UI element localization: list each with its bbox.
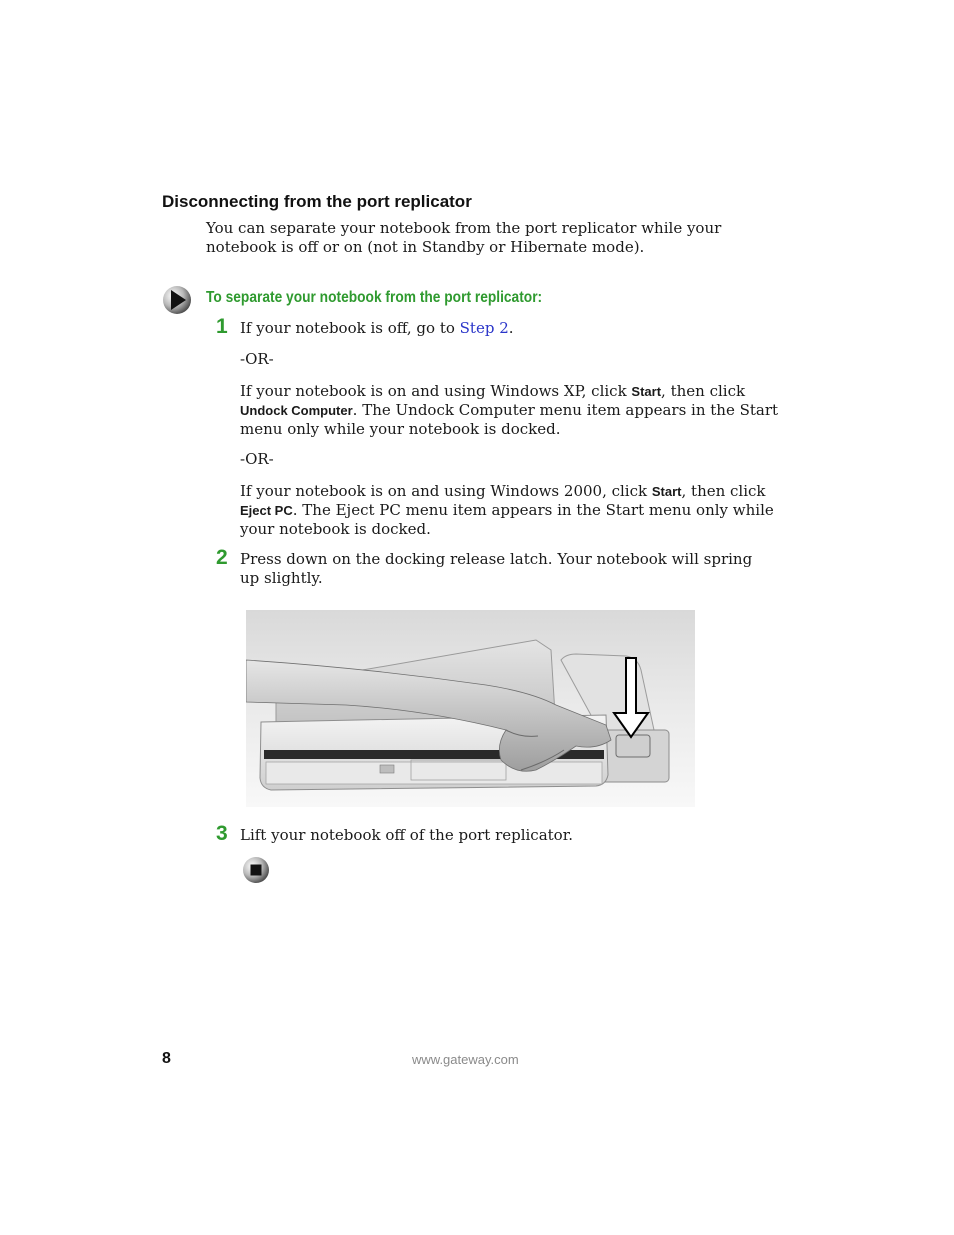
- step-number-2: 2: [216, 546, 228, 569]
- xp-text: If your notebook is on and using Windows XP, click: [240, 382, 632, 400]
- footer-url[interactable]: www.gateway.com: [412, 1052, 519, 1067]
- xp-text-mid: , then click: [661, 382, 746, 400]
- play-arrow-icon: [162, 285, 192, 315]
- docking-latch-photo: [246, 610, 695, 807]
- or-separator-2: -OR-: [240, 450, 274, 468]
- step-1-windows-2000: [240, 482, 780, 539]
- xp-text-end: . The Undock Computer menu item appears in the Start menu only while your notebook is docked.: [240, 401, 779, 438]
- section-heading: Disconnecting from the port replicator: [162, 192, 472, 211]
- xp-undock-label: Undock Computer: [240, 403, 353, 418]
- xp-start-label: Start: [631, 384, 662, 399]
- intro-paragraph: You can separate your notebook from the port replicator while your notebook is off or on (not in Standby or Hibernate mode).: [206, 219, 722, 256]
- step-1-windows-xp: [240, 382, 780, 439]
- w2k-text-end: . The Eject PC menu item appears in the Start menu only while your notebook is docked.: [240, 501, 774, 538]
- step-2-link[interactable]: Step 2: [459, 319, 509, 337]
- stop-square-icon: [242, 856, 270, 884]
- step-1-text: If your notebook is off, go to: [240, 319, 460, 337]
- w2k-eject-label: Eject PC: [240, 503, 293, 518]
- w2k-text-mid: , then click: [681, 482, 766, 500]
- procedure-title: To separate your notebook from the port replicator:: [206, 289, 543, 306]
- step-3-text: Lift your notebook off of the port replicator.: [240, 826, 574, 844]
- step-1-line: [240, 319, 780, 338]
- or-separator-1: -OR-: [240, 350, 274, 368]
- page-number: 8: [162, 1050, 171, 1067]
- step-1-text-end: .: [508, 319, 514, 337]
- w2k-text: If your notebook is on and using Windows 2000, click: [240, 482, 652, 500]
- step-number-1: 1: [216, 315, 228, 338]
- step-2-text: Press down on the docking release latch. Your notebook will spring up slightly.: [240, 550, 753, 587]
- w2k-start-label: Start: [651, 484, 682, 499]
- step-number-3: 3: [216, 822, 228, 845]
